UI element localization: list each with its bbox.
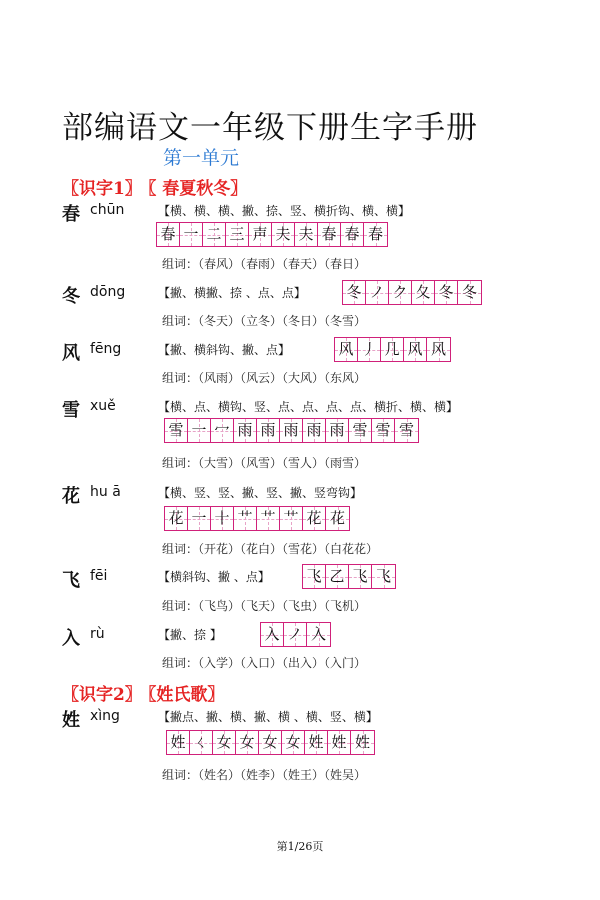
stroke-cell: ク (389, 281, 412, 304)
character: 入 (62, 628, 80, 649)
character-entry (62, 482, 582, 566)
stroke-grid (342, 280, 482, 305)
stroke-cell: ノ (284, 623, 307, 646)
stroke-cell: 飞 (372, 565, 395, 588)
stroke-cell: 夫 (295, 223, 318, 246)
pinyin: xuě (90, 398, 116, 414)
word-examples: 组词：（入学）（入口）（出入）（入门） (162, 656, 367, 670)
stroke-cell: 春 (318, 223, 341, 246)
stroke-cell: 飞 (349, 565, 372, 588)
stroke-cell: 夫 (272, 223, 295, 246)
stroke-cell: 女 (282, 731, 305, 754)
lesson-name: 〖姓氏歌〗 (147, 685, 225, 705)
character-entry (62, 706, 582, 790)
stroke-cell: 几 (381, 338, 404, 361)
stroke-cell: 雪 (349, 419, 372, 442)
lesson-label: 〖识字2〗 (62, 685, 142, 705)
word-examples: 组词：（姓名）（姓李）（姓王）（姓吴） (162, 768, 367, 782)
stroke-cell: 夂 (412, 281, 435, 304)
character: 飞 (62, 570, 80, 591)
stroke-cell: 冬 (458, 281, 481, 304)
page-number: 第1/26页 (276, 840, 324, 853)
stroke-cell: 一 (188, 419, 211, 442)
stroke-cell: 雨 (303, 419, 326, 442)
character: 雪 (62, 400, 80, 421)
character-entry (62, 396, 582, 480)
stroke-order: 【横、点、横钩、竖、点、点、点、点、横折、横、横】 (158, 400, 459, 414)
stroke-cell: 雨 (280, 419, 303, 442)
stroke-cell: 雪 (395, 419, 418, 442)
word-examples: 组词：（春风）（春雨）（春天）（春日） (162, 257, 367, 271)
stroke-grid (164, 418, 419, 443)
stroke-order: 【撇点、撇、横、撇、横 、横、竖、横】 (158, 710, 378, 724)
word-examples: 组词：（飞鸟）（飞天）（飞虫）（飞机） (162, 599, 367, 613)
stroke-cell: 冬 (343, 281, 366, 304)
lesson-name: 〖 春夏秋冬〗 (147, 179, 248, 199)
word-examples: 组词：（大雪）（风雪）（雪人）（雨雪） (162, 456, 367, 470)
stroke-order: 【撇、捺 】 (158, 628, 222, 642)
stroke-cell: 女 (236, 731, 259, 754)
stroke-cell: 春 (341, 223, 364, 246)
stroke-cell: 花 (303, 507, 326, 530)
word-examples: 组词：（冬天）（立冬）（冬日）（冬雪） (162, 314, 367, 328)
stroke-cell: 春 (157, 223, 180, 246)
word-examples: 组词：（风雨）（风云）（大风）（东风） (162, 371, 367, 385)
lesson-heading-2 (62, 680, 224, 705)
stroke-cell: 二 (203, 223, 226, 246)
stroke-grid (156, 222, 388, 247)
stroke-cell: 雪 (372, 419, 395, 442)
stroke-cell: 艹 (234, 507, 257, 530)
pinyin: fēng (90, 341, 122, 357)
stroke-cell: 雨 (234, 419, 257, 442)
stroke-cell: 风 (335, 338, 358, 361)
pinyin: fēi (90, 568, 108, 584)
stroke-cell: ノ (366, 281, 389, 304)
stroke-grid (302, 564, 396, 589)
pinyin: xìng (90, 708, 120, 724)
character: 花 (62, 486, 80, 507)
character: 冬 (62, 286, 80, 307)
pinyin: hu ā (90, 484, 121, 500)
stroke-cell: 姓 (351, 731, 374, 754)
stroke-grid (334, 337, 451, 362)
stroke-cell: 十 (211, 507, 234, 530)
stroke-cell: 春 (364, 223, 387, 246)
stroke-cell: 冬 (435, 281, 458, 304)
stroke-grid (260, 622, 331, 647)
stroke-cell: 姓 (167, 731, 190, 754)
stroke-cell: 入 (261, 623, 284, 646)
stroke-order: 【横、竖、竖、撇、竖、撇、竖弯钩】 (158, 486, 363, 500)
stroke-cell: 女 (213, 731, 236, 754)
word-examples: 组词：（开花）（花白）（雪花）（白花花） (162, 542, 379, 556)
stroke-order: 【横、横、横、撇、捺、竖、横折钩、横、横】 (158, 204, 411, 218)
stroke-cell: 女 (259, 731, 282, 754)
stroke-cell: ㄑ (190, 731, 213, 754)
stroke-cell: 花 (165, 507, 188, 530)
stroke-cell: 风 (404, 338, 427, 361)
stroke-order: 【撇、横斜钩、撇、点】 (158, 343, 291, 357)
stroke-cell: 雪 (165, 419, 188, 442)
stroke-cell: 艹 (280, 507, 303, 530)
character: 姓 (62, 710, 80, 731)
stroke-grid (166, 730, 375, 755)
stroke-cell: 雨 (257, 419, 280, 442)
pinyin: rù (90, 626, 105, 642)
pinyin: dōng (90, 284, 126, 300)
stroke-cell: 丿 (358, 338, 381, 361)
lesson-label: 〖识字1〗 (62, 179, 142, 199)
stroke-cell: 雨 (326, 419, 349, 442)
stroke-order: 【横斜钩、撇 、点】 (158, 570, 270, 584)
unit-heading: 第一单元 (163, 147, 240, 169)
stroke-grid (164, 506, 350, 531)
stroke-cell: 艹 (257, 507, 280, 530)
stroke-order: 【撇、横撇、捺 、点、点】 (158, 286, 306, 300)
stroke-cell: 姓 (328, 731, 351, 754)
stroke-cell: 三 (226, 223, 249, 246)
page-title: 部编语文一年级下册生字手册 (62, 110, 478, 146)
character-entry (62, 200, 582, 284)
stroke-cell: 姓 (305, 731, 328, 754)
stroke-cell: 声 (249, 223, 272, 246)
stroke-cell: 一 (180, 223, 203, 246)
pinyin: chūn (90, 202, 125, 218)
stroke-cell: 冖 (211, 419, 234, 442)
lesson-heading-1 (62, 174, 247, 199)
stroke-cell: 一 (188, 507, 211, 530)
character: 春 (62, 204, 80, 225)
stroke-cell: 花 (326, 507, 349, 530)
stroke-cell: 飞 (303, 565, 326, 588)
stroke-cell: 乙 (326, 565, 349, 588)
stroke-cell: 风 (427, 338, 450, 361)
stroke-cell: 入 (307, 623, 330, 646)
character: 风 (62, 343, 80, 364)
